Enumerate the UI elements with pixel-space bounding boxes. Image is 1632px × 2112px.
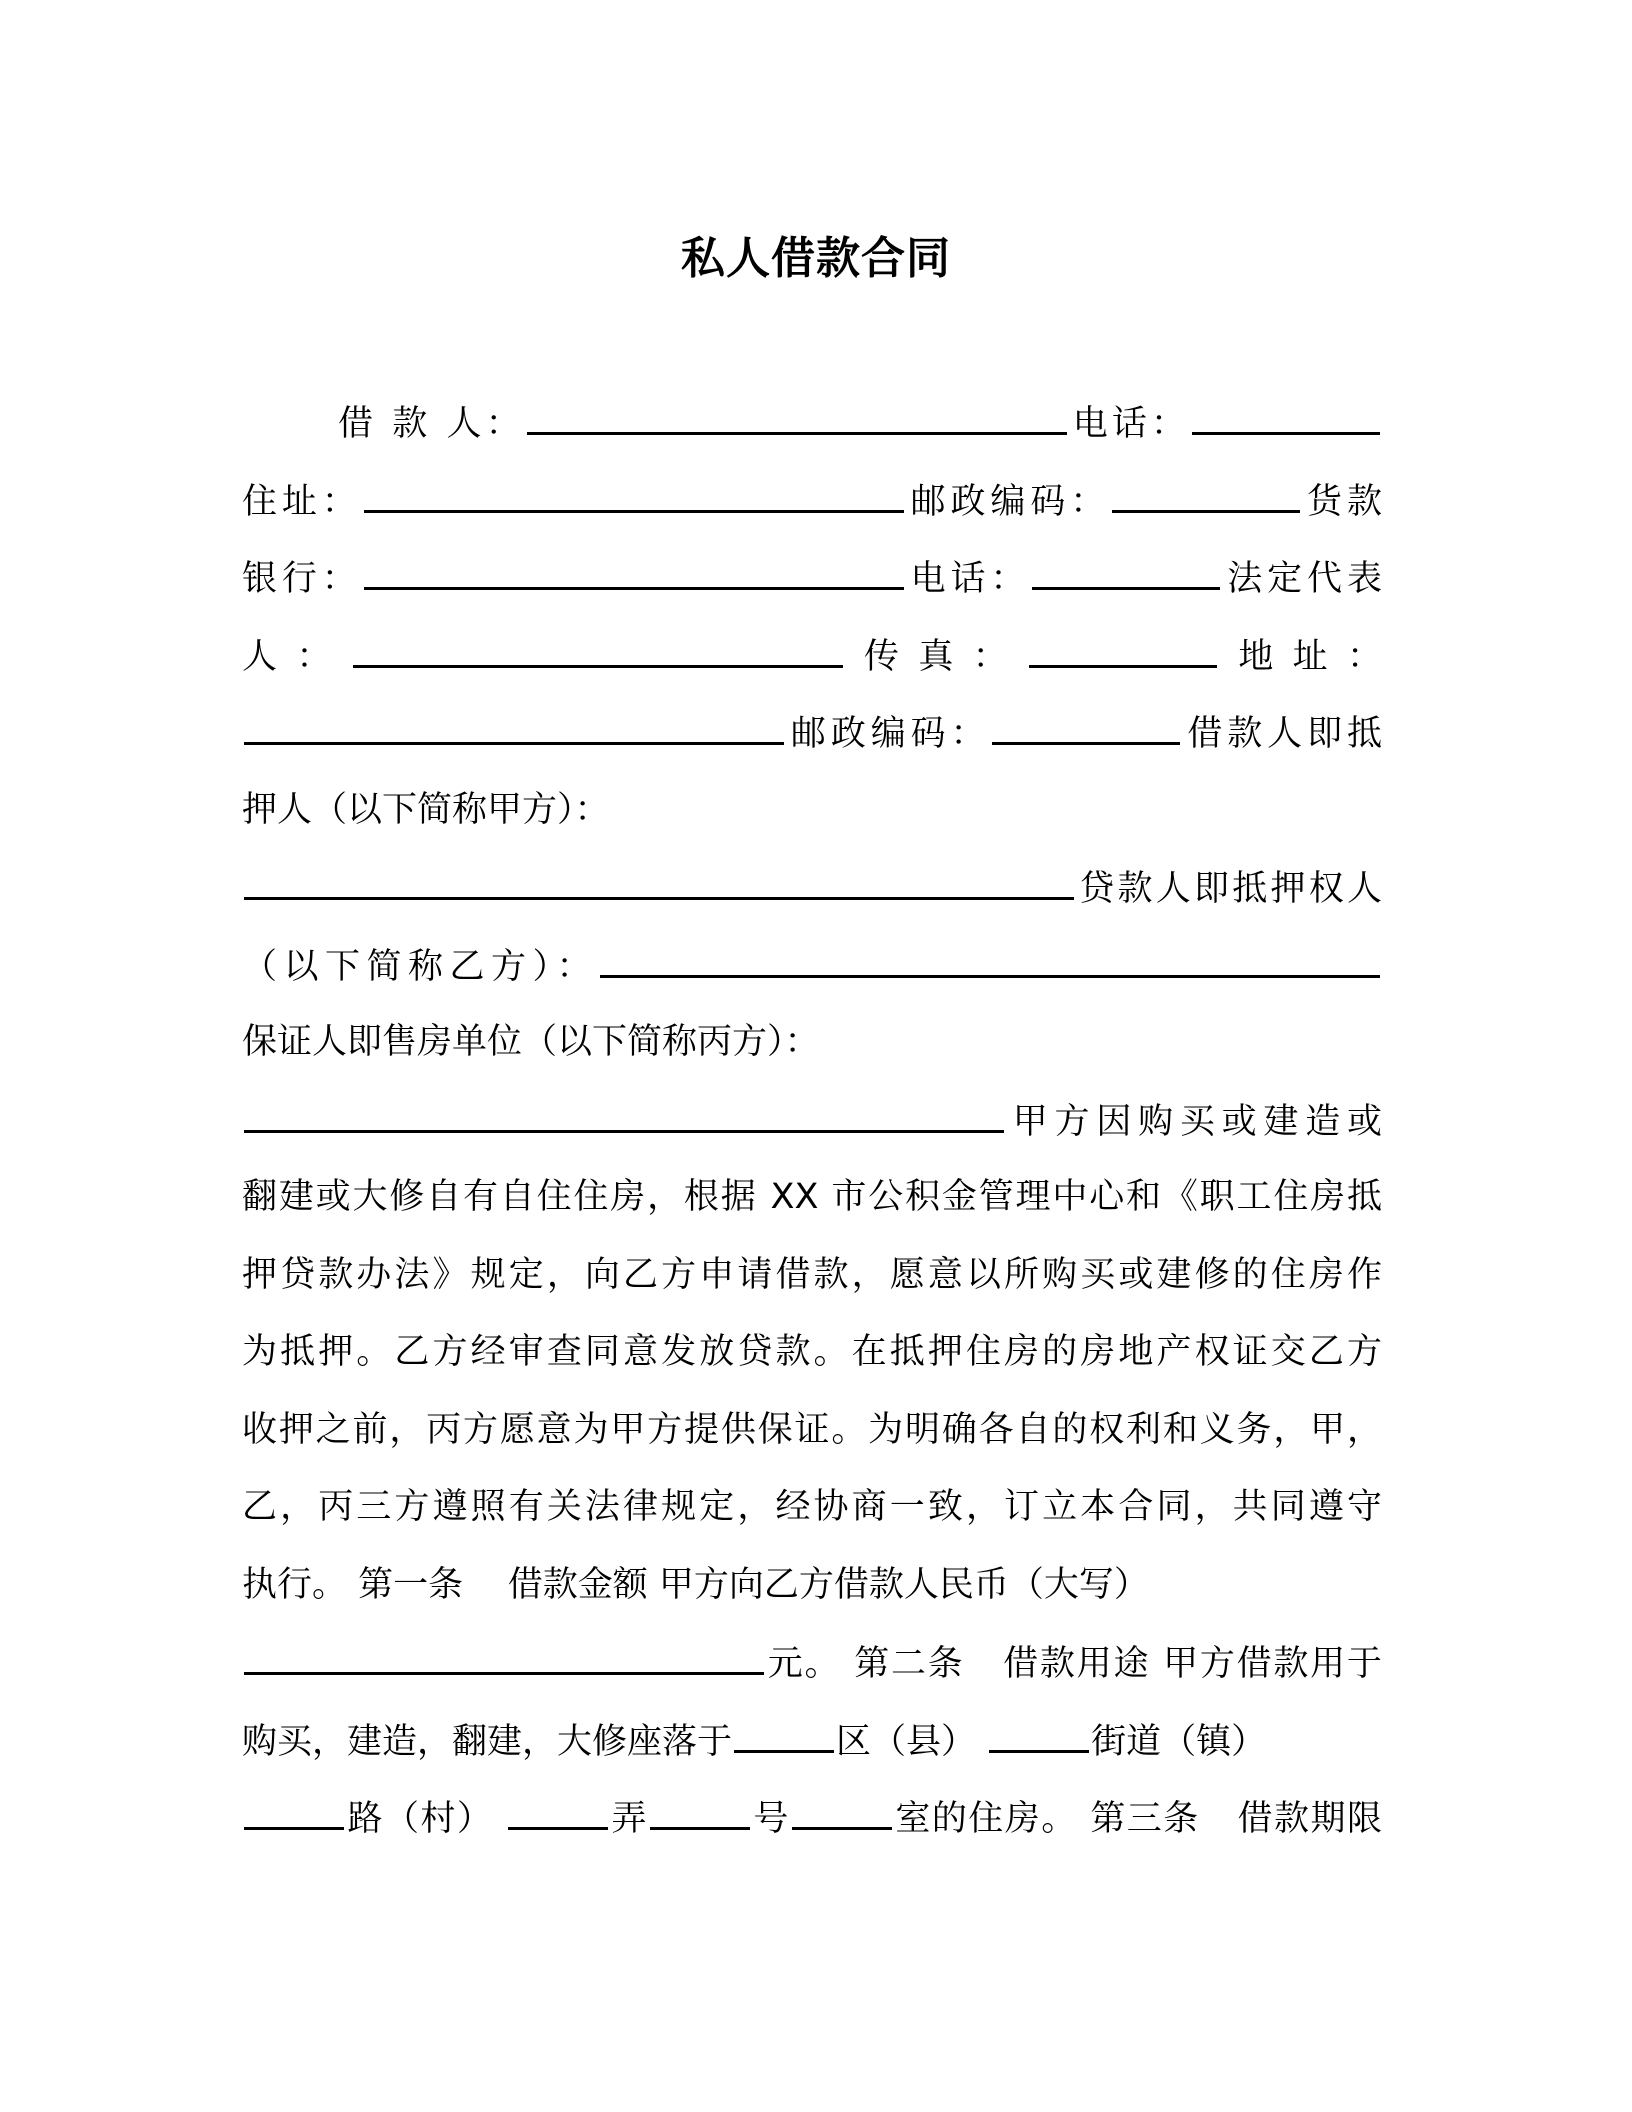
district-field[interactable] bbox=[734, 1710, 834, 1753]
legal-rep-label: 人： bbox=[242, 636, 351, 677]
address-field-2[interactable] bbox=[244, 702, 784, 745]
amount-unit: 元。 bbox=[766, 1644, 842, 1684]
body-line: 乙，丙三方遵照有关法律规定，经协商一致，订立本合同，共同遵守 bbox=[242, 1487, 1382, 1527]
line-party-b bbox=[242, 935, 1382, 1013]
article-3-heading: 第三条 bbox=[1090, 1799, 1200, 1839]
line-party-a bbox=[242, 780, 1382, 858]
line-amount bbox=[242, 1632, 1382, 1710]
party-a-label: 押人（以下简称甲方）： bbox=[242, 789, 610, 830]
line-party-a-field bbox=[242, 857, 1382, 935]
document-body bbox=[242, 392, 1382, 1865]
postcode-label-2: 邮政编码： bbox=[786, 714, 991, 754]
article-1-text: 甲方向乙方借款人民币（大写） bbox=[658, 1564, 1149, 1605]
line-address-detail bbox=[242, 1787, 1382, 1865]
room-label: 室的住房。 bbox=[893, 1799, 1078, 1839]
borrower-field[interactable] bbox=[527, 392, 1067, 435]
location-text: 购买，建造，翻建，大修座落于 bbox=[242, 1721, 733, 1762]
party-b-prefix: 贷款人即抵押权人 bbox=[1076, 869, 1382, 909]
body-line: 收押之前，丙方愿意为甲方提供保证。为明确各自的权利和义务，甲， bbox=[242, 1409, 1382, 1450]
address-label: 住址： bbox=[242, 481, 362, 522]
line-address-2 bbox=[242, 702, 1382, 780]
body-line: 翻建或大修自有自住住房，根据 XX 市公积金管理中心和《职工住房抵 bbox=[242, 1177, 1382, 1217]
address-field[interactable] bbox=[364, 470, 904, 513]
legal-rep-prefix: 法定代表 bbox=[1222, 559, 1382, 599]
article-2-title: 借款用途 bbox=[1003, 1644, 1151, 1684]
lender-bank-field[interactable] bbox=[364, 547, 904, 590]
line-party-c bbox=[242, 1012, 1382, 1090]
loan-amount-field[interactable] bbox=[244, 1632, 764, 1675]
line-article-1 bbox=[242, 1555, 1382, 1633]
party-c-field[interactable] bbox=[244, 1090, 1004, 1133]
fax-field[interactable] bbox=[1029, 625, 1217, 668]
postcode-label: 邮政编码： bbox=[905, 481, 1111, 522]
party-a-prefix: 借款人即抵 bbox=[1182, 714, 1382, 754]
lender-bank-prefix: 货款 bbox=[1302, 481, 1382, 522]
line-location bbox=[242, 1710, 1382, 1788]
room-field[interactable] bbox=[792, 1787, 892, 1830]
phone-label-2: 电话： bbox=[905, 559, 1031, 599]
address-label-2: 地址： bbox=[1219, 636, 1382, 677]
lender-bank-label: 银行： bbox=[242, 559, 362, 599]
phone-label: 电话： bbox=[1068, 404, 1190, 444]
street-label: 街道（镇） bbox=[1091, 1721, 1267, 1762]
article-3-title: 借款期限 bbox=[1237, 1799, 1382, 1839]
article-1-title: 借款金额 bbox=[507, 1564, 648, 1605]
line-legal-rep bbox=[242, 625, 1382, 703]
article-2-text: 甲方借款用于 bbox=[1163, 1644, 1382, 1684]
number-label: 号 bbox=[751, 1799, 790, 1839]
party-b-label: （以下简称乙方）： bbox=[242, 946, 598, 987]
phone-field[interactable] bbox=[1192, 392, 1380, 435]
borrower-label: 借 款 人： bbox=[338, 404, 525, 444]
postcode-field-2[interactable] bbox=[992, 702, 1180, 745]
district-label: 区（县） bbox=[836, 1721, 977, 1762]
legal-rep-field[interactable] bbox=[353, 625, 843, 668]
street-field[interactable] bbox=[989, 1710, 1089, 1753]
preamble-start: 甲方因购买或建造或 bbox=[1006, 1101, 1382, 1142]
road-field[interactable] bbox=[244, 1787, 344, 1830]
article-1-heading: 第一条 bbox=[358, 1564, 464, 1605]
party-c-label: 保证人即售房单位（以下简称丙方）： bbox=[242, 1022, 820, 1062]
fax-label: 传真： bbox=[844, 636, 1027, 677]
road-label: 路（村） bbox=[346, 1799, 494, 1839]
body-line: 押贷款办法》规定，向乙方申请借款，愿意以所购买或建修的住房作 bbox=[242, 1254, 1382, 1295]
document-title: 私人借款合同 bbox=[681, 233, 951, 284]
phone-field-2[interactable] bbox=[1032, 547, 1220, 590]
line-party-c-field bbox=[242, 1090, 1382, 1168]
body-line: 为抵押。乙方经审查同意发放贷款。在抵押住房的房地产权证交乙方 bbox=[242, 1332, 1382, 1372]
line-address bbox=[242, 470, 1382, 548]
lane-field[interactable] bbox=[508, 1787, 608, 1830]
party-b-field[interactable] bbox=[600, 935, 1380, 978]
article-1-lead: 执行。 bbox=[242, 1564, 348, 1605]
line-bank bbox=[242, 547, 1382, 625]
party-a-field[interactable] bbox=[244, 857, 1074, 900]
number-field[interactable] bbox=[650, 1787, 750, 1830]
article-2-heading: 第二条 bbox=[854, 1644, 965, 1684]
line-borrower bbox=[242, 392, 1382, 470]
postcode-field[interactable] bbox=[1112, 470, 1300, 513]
lane-label: 弄 bbox=[609, 1799, 648, 1839]
